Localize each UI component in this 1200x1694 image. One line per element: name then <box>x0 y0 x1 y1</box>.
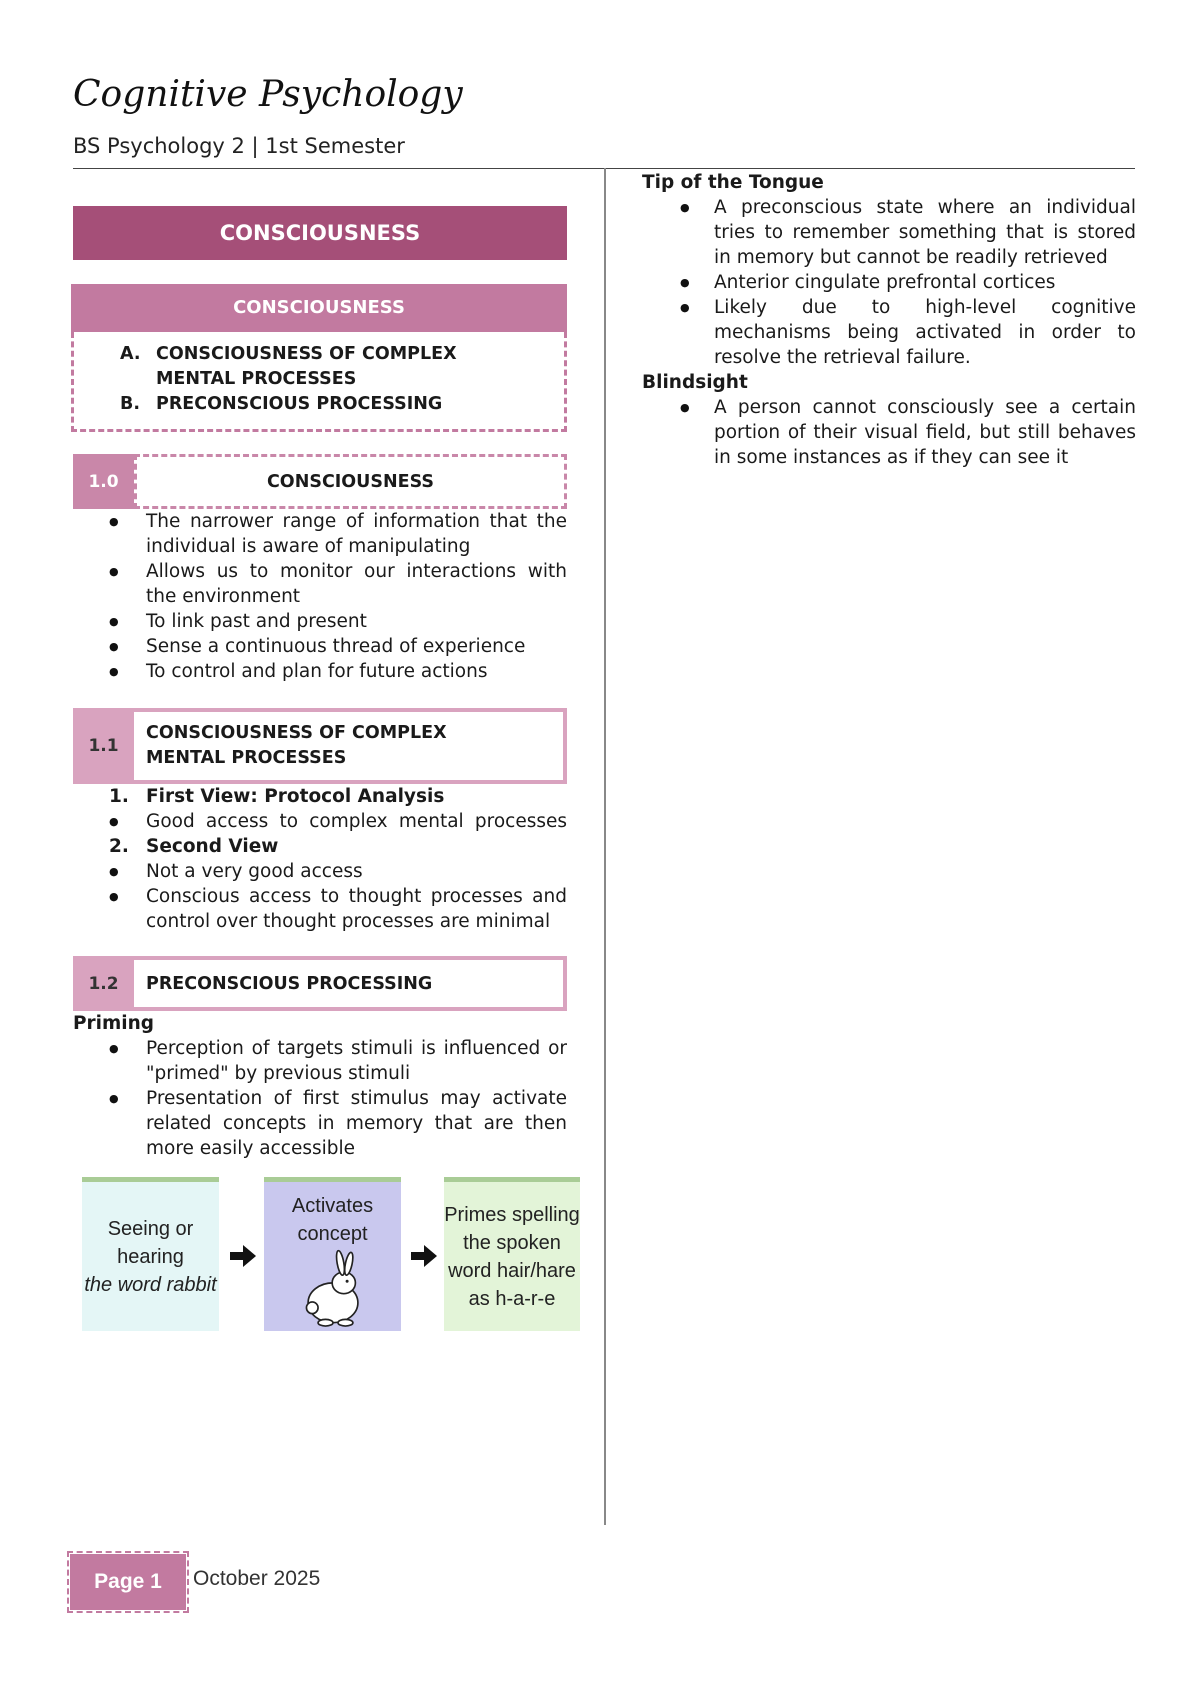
list-item: ● Sense a continuous thread of experience <box>73 634 567 659</box>
priming-flow-diagram <box>82 1177 580 1335</box>
toc-text: CONSCIOUSNESS OF COMPLEX MENTAL PROCESSES <box>156 344 457 389</box>
priming-heading: Priming <box>73 1013 155 1034</box>
toc-item-a <box>120 342 564 392</box>
toc-text: PRECONSCIOUS PROCESSING <box>156 394 443 414</box>
section-header-1-2 <box>73 956 567 1011</box>
toc-item-b <box>120 392 564 417</box>
toc-letter: B. <box>120 394 140 414</box>
section-title: PRECONSCIOUS PROCESSING <box>134 956 567 1011</box>
list-item: ● Anterior cingulate prefrontal cortices <box>642 270 1136 295</box>
table-of-contents <box>71 284 567 432</box>
list-item: ● Likely due to high-level cognitive mechanisms being activated in order to resolve the retrieval failure. <box>642 295 1136 370</box>
section-number: 1.2 <box>73 956 134 1011</box>
list-item: 2. Second View <box>109 836 279 857</box>
view-2-bullets <box>73 859 567 934</box>
section-number: 1.1 <box>73 708 134 784</box>
rabbit-icon <box>288 1248 378 1331</box>
toc-body <box>71 332 567 432</box>
toc-letter: A. <box>120 344 141 364</box>
arrow-right-icon <box>411 1245 437 1267</box>
tip-of-tongue-heading: Tip of the Tongue <box>642 172 824 193</box>
list-item: 1. First View: Protocol Analysis <box>109 786 445 807</box>
consciousness-bullets <box>73 509 567 684</box>
list-item: ● Not a very good access <box>73 859 567 884</box>
document-title: Cognitive Psychology <box>73 74 463 115</box>
list-item: ● A person cannot consciously see a certain portion of their visual field, but still behaves in some instances as if they can see it <box>642 395 1136 470</box>
flow-box-concept: Activates concept <box>264 1177 401 1331</box>
section-header-1-0 <box>73 454 567 509</box>
list-item: ● To control and plan for future actions <box>73 659 567 684</box>
priming-bullets <box>73 1036 567 1161</box>
column-divider <box>604 168 606 1525</box>
page-number-badge: Page 1 <box>70 1554 186 1610</box>
flow-box-prime: Primes spelling the spoken word hair/hare as h-a-r-e <box>444 1177 580 1331</box>
list-item: ● A preconscious state where an individual tries to remember something that is stored in memory but cannot be readily retrieved <box>642 195 1136 270</box>
arrow-right-icon <box>230 1245 256 1267</box>
document-subtitle: BS Psychology 2 | 1st Semester <box>73 134 405 158</box>
left-column <box>73 206 580 1335</box>
list-item: ● Conscious access to thought processes and control over thought processes are minimal <box>73 884 567 934</box>
view-1-bullets <box>73 809 567 834</box>
right-column <box>642 170 1136 470</box>
footer-date: October 2025 <box>193 1567 321 1590</box>
section-header-1-1 <box>73 708 567 784</box>
chapter-banner: CONSCIOUSNESS <box>73 206 567 260</box>
section-number: 1.0 <box>73 454 134 509</box>
tip-of-tongue-bullets <box>642 195 1136 370</box>
section-title: CONSCIOUSNESS OF COMPLEX MENTAL PROCESSES <box>134 708 567 784</box>
blindsight-bullets <box>642 395 1136 470</box>
flow-box-stimulus: Seeing or hearing the word rabbit <box>82 1177 219 1331</box>
list-item: ● Good access to complex mental processes <box>73 809 567 834</box>
toc-heading: CONSCIOUSNESS <box>71 284 567 332</box>
blindsight-heading: Blindsight <box>642 372 748 393</box>
view-1-heading <box>73 784 567 809</box>
view-2-heading <box>73 834 567 859</box>
list-item: ● Presentation of first stimulus may activate related concepts in memory that are then more easily accessible <box>73 1086 567 1161</box>
list-item: ● Allows us to monitor our interactions with the environment <box>73 559 567 609</box>
list-item: ● To link past and present <box>73 609 567 634</box>
list-item: ● The narrower range of information that the individual is aware of manipulating <box>73 509 567 559</box>
section-title: CONSCIOUSNESS <box>134 454 567 509</box>
list-item: ● Perception of targets stimuli is influenced or "primed" by previous stimuli <box>73 1036 567 1086</box>
